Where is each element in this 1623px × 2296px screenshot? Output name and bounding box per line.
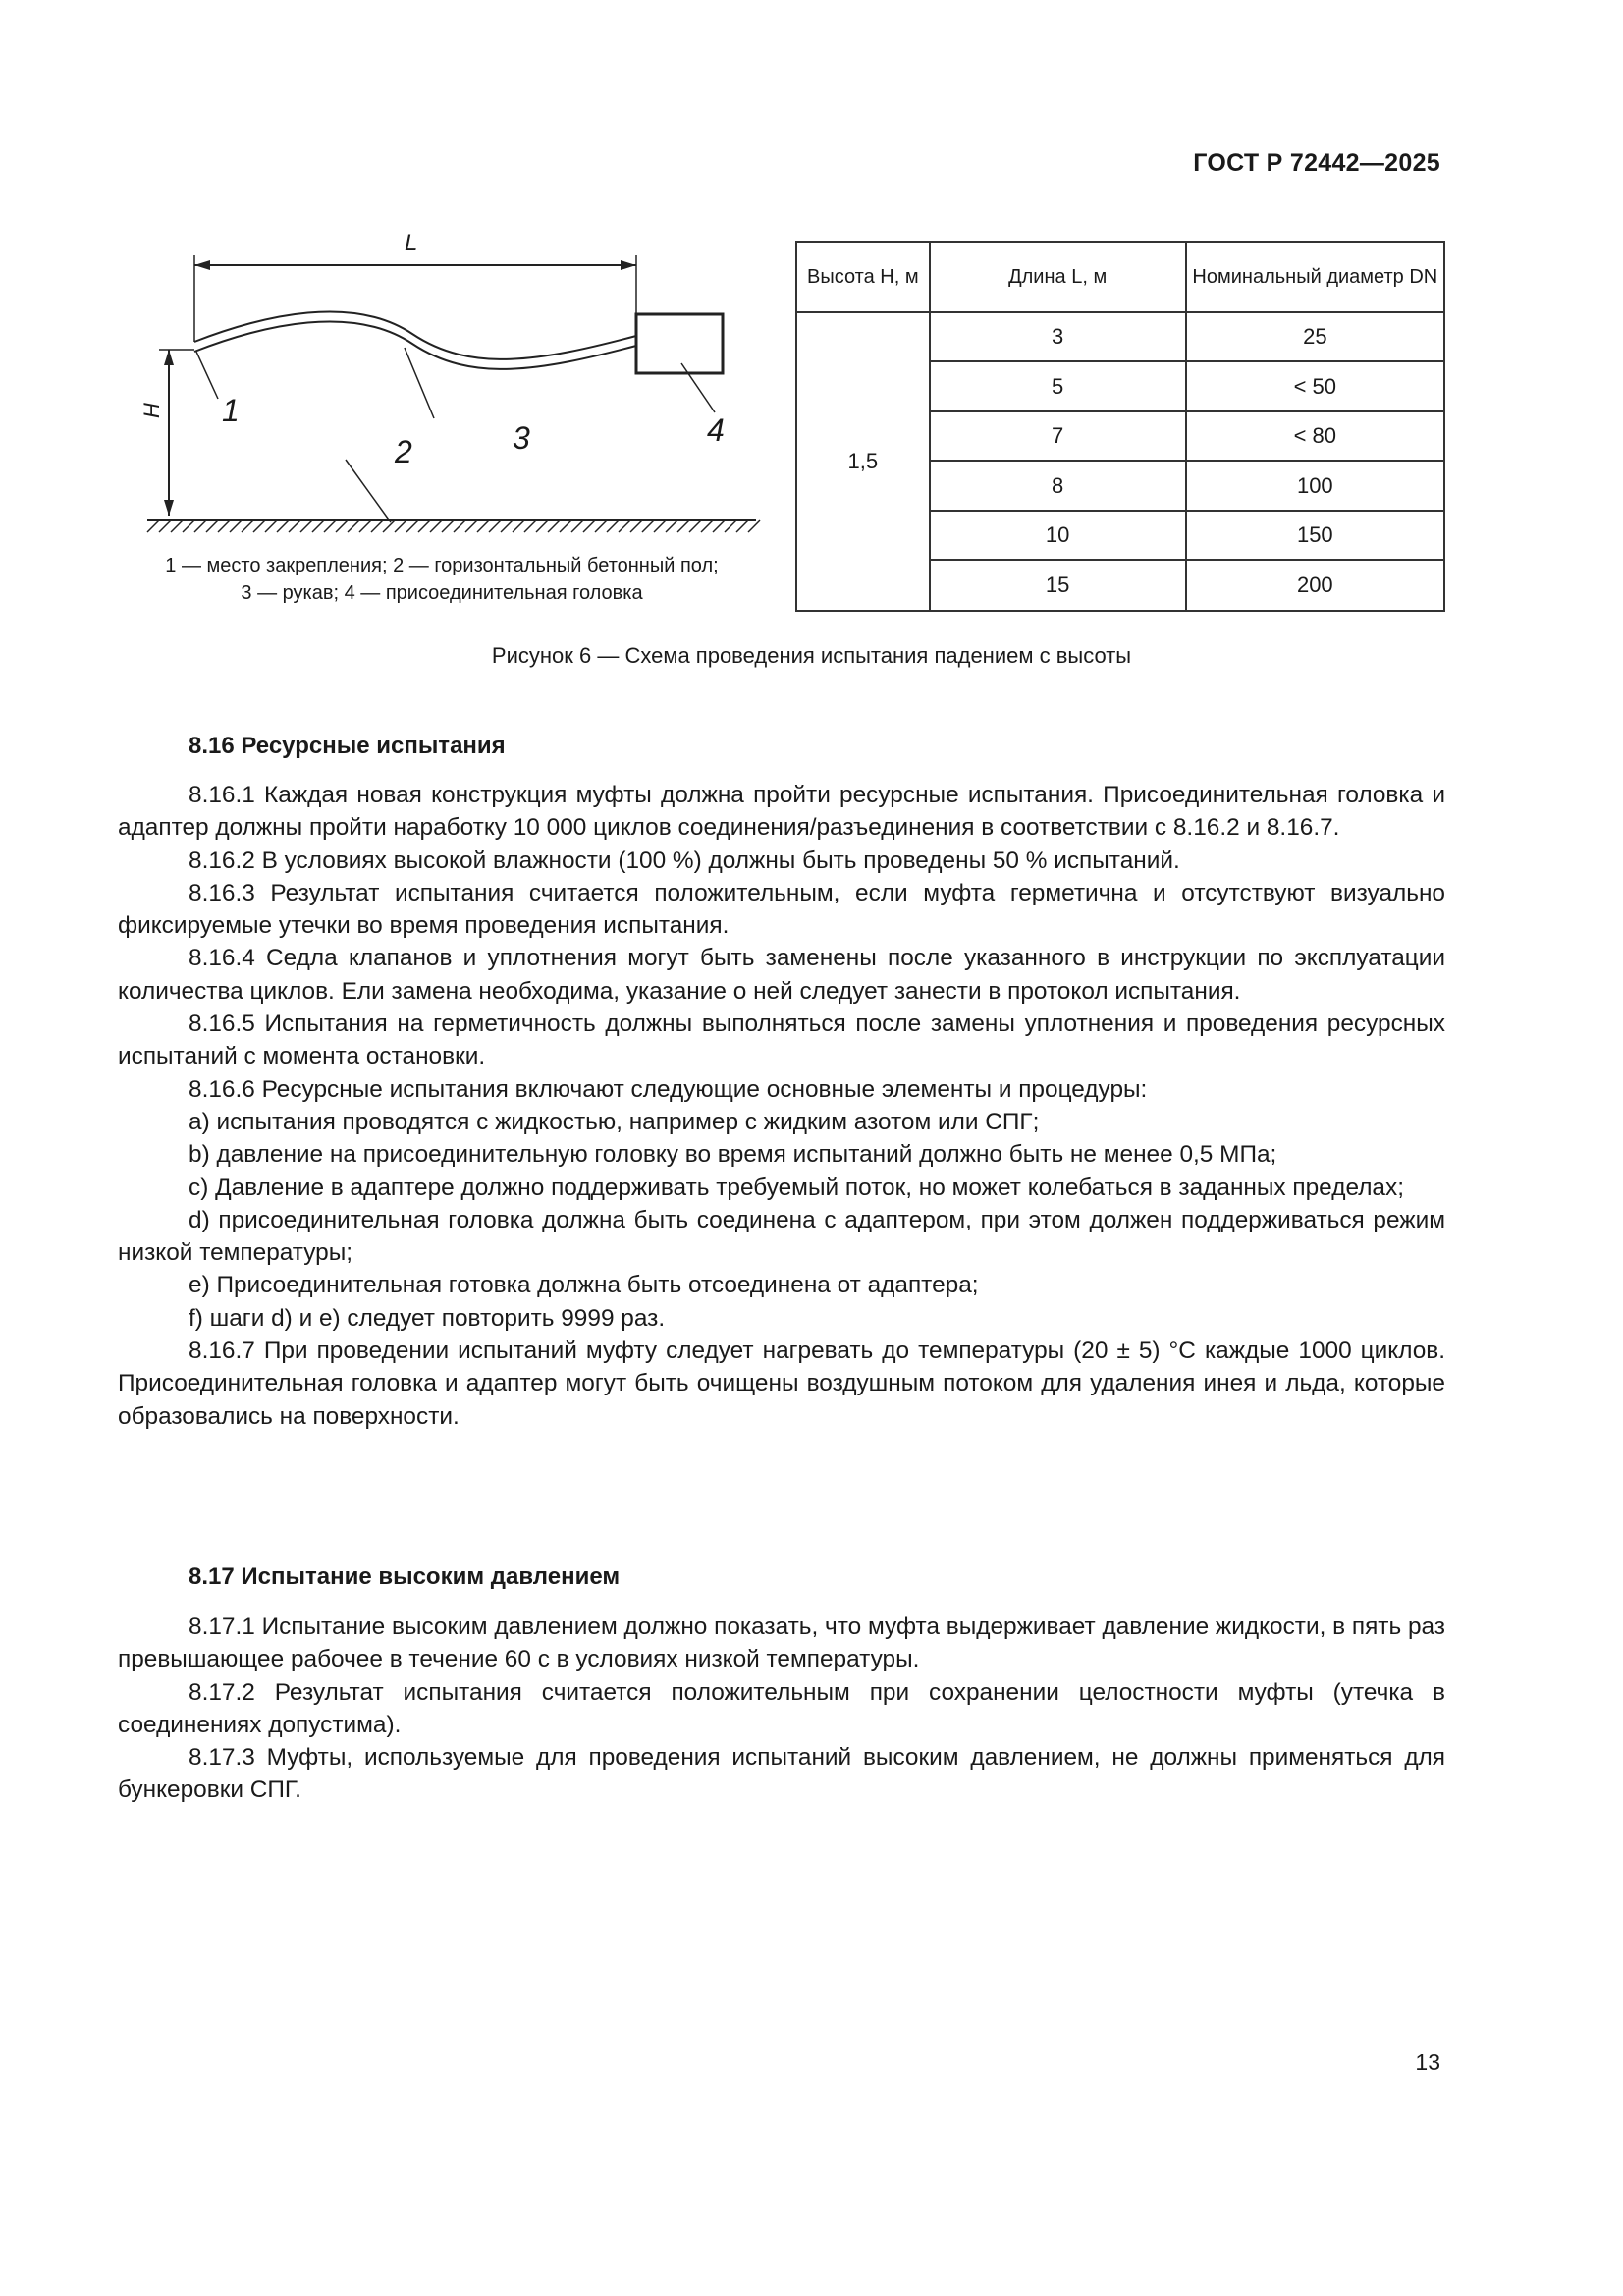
diameter-cell: 100: [1186, 461, 1444, 511]
coupling-head: [636, 314, 723, 373]
diameter-cell: < 80: [1186, 411, 1444, 461]
list-item: f) шаги d) и e) следует повторить 9999 раз.: [189, 1304, 666, 1332]
height-label: H: [139, 403, 164, 418]
length-cell: 8: [930, 461, 1186, 511]
list-item: e) Присоединительная готовка должна быть отсоединена от адаптера;: [189, 1272, 979, 1299]
header-length: Длина L, м: [930, 242, 1186, 312]
figure-caption: Рисунок 6 — Схема проведения испытания падением с высоты: [491, 643, 1132, 668]
hose: [194, 311, 636, 358]
paragraph: 8.17.1 Испытание высоким давлением должно показать, что муфта выдерживает давление жидкости, в пять раз превышающее рабочее в течение 60 с в условиях низкой температуры.: [118, 1613, 1445, 1673]
figure-legend: [118, 552, 766, 607]
section-8-17-body: [118, 1611, 1445, 1807]
paragraph: 8.16.6 Ресурсные испытания включают следующие основные элементы и процедуры:: [189, 1075, 1148, 1103]
table-header-row: [796, 242, 1444, 312]
header-diameter: Номинальный диаметр DN: [1186, 242, 1444, 312]
callout-3: 3: [513, 420, 530, 456]
list-item: b) давление на присоединительную головку во время испытаний должно быть не менее 0,5 МПа;: [189, 1141, 1277, 1169]
page-number: 13: [1415, 2050, 1440, 2075]
section-title-8-17: 8.17 Испытание высоким давлением: [189, 1563, 621, 1590]
section-8-16-body: [118, 779, 1445, 1433]
list-item: c) Давление в адаптере должно поддерживать требуемый поток, но может колебаться в заданных пределах;: [189, 1174, 1404, 1201]
length-label: L: [405, 230, 418, 256]
floor-hatching: [147, 520, 760, 532]
legend-line-1: 1 — место закрепления; 2 — горизонтальный бетонный пол;: [165, 555, 719, 576]
length-cell: 15: [930, 560, 1186, 611]
list-item: a) испытания проводятся с жидкостью, например с жидким азотом или СПГ;: [189, 1108, 1040, 1135]
list-item: d) присоединительная головка должна быть соединена с адаптером, при этом должен поддерживаться режим низкой температуры;: [118, 1206, 1445, 1267]
table-row: [796, 312, 1444, 361]
legend-line-2: 3 — рукав; 4 — присоединительная головка: [241, 582, 643, 604]
diameter-cell: 150: [1186, 511, 1444, 560]
diameter-cell: 200: [1186, 560, 1444, 611]
height-value-cell: 1,5: [796, 312, 930, 611]
diameter-cell: 25: [1186, 312, 1444, 361]
length-cell: 10: [930, 511, 1186, 560]
section-title-8-16: 8.16 Ресурсные испытания: [189, 733, 506, 759]
length-cell: 7: [930, 411, 1186, 461]
paragraph: 8.16.7 При проведении испытаний муфту следует нагревать до температуры (20 ± 5) °С каждые 1000 циклов. Присоединительная головка и адаптер могут быть очищены воздушным потоком для удаления инея и льда, которые образовались на поверхности.: [118, 1338, 1445, 1430]
length-cell: 5: [930, 361, 1186, 411]
paragraph: 8.17.2 Результат испытания считается положительным при сохранении целостности муфты (утечка в соединениях допустима).: [118, 1678, 1445, 1738]
diameter-cell: < 50: [1186, 361, 1444, 411]
paragraph: 8.17.3 Муфты, используемые для проведения испытаний высоким давлением, не должны применяться для бункеровки СПГ.: [118, 1744, 1445, 1804]
callout-2: 2: [395, 434, 412, 469]
header-height: Высота H, м: [796, 242, 930, 312]
paragraph: 8.16.2 В условиях высокой влажности (100 %) должны быть проведены 50 % испытаний.: [189, 847, 1180, 874]
paragraph: 8.16.3 Результат испытания считается положительным, если муфта герметична и отсутствуют визуально фиксируемые утечки во время проведения испытания.: [118, 879, 1445, 940]
length-cell: 3: [930, 312, 1186, 361]
drop-test-diagram: [118, 226, 766, 550]
test-parameters-table: [795, 241, 1445, 612]
paragraph: 8.16.1 Каждая новая конструкция муфты должна пройти ресурсные испытания. Присоединительная головка и адаптер должны пройти наработку 10 000 циклов соединения/разъединения в соответствии с 8.16.2 и 8.16.7.: [118, 782, 1445, 842]
paragraph: 8.16.5 Испытания на герметичность должны выполняться после замены уплотнения и проведения ресурсных испытаний с момента остановки.: [118, 1011, 1445, 1070]
callout-1: 1: [222, 393, 240, 428]
diagram-drawing: [118, 226, 766, 550]
callout-4: 4: [707, 412, 725, 448]
document-code: ГОСТ Р 72442—2025: [1193, 149, 1440, 177]
paragraph: 8.16.4 Седла клапанов и уплотнения могут быть заменены после указанного в инструкции по эксплуатации количества циклов. Ели замена необходима, указание о ней следует занести в протокол испытания.: [118, 945, 1445, 1005]
